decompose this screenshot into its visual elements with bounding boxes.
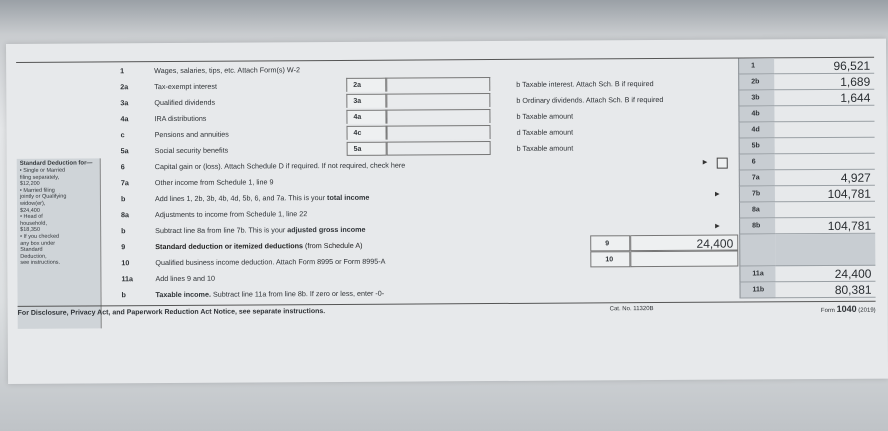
line-code: 4b [738,106,774,122]
form-label: Form [820,307,835,315]
capital-gain-checkbox[interactable] [717,158,728,169]
line-code: 11b [739,282,775,298]
arrow-right-icon: ▶ [714,191,720,198]
box-code: 9 [590,235,630,251]
box-code: 10 [590,251,630,267]
line-description [155,225,365,235]
line-description [155,193,369,203]
amount-field[interactable] [774,106,874,123]
sidebar-line: household, [20,220,48,227]
amount-field[interactable] [775,138,875,155]
sidebar-line: $18,350 [20,227,41,234]
line-number: b [121,290,126,300]
amount-field[interactable] [774,122,874,139]
line-description: Adjustments to income from Schedule 1, line 22 [155,209,308,220]
box-code: 4a [346,110,386,124]
line-description-text: Add lines 1, 2b, 3b, 4b, 4d, 5b, 6, and 7a. This is your [154,193,326,204]
sidebar-line: any box under [20,240,56,247]
line-code: 1 [738,58,774,74]
amount-field[interactable] [630,251,738,268]
line-code: 3b [738,90,774,106]
amount-field[interactable]: 1,689 [774,74,874,91]
sidebar-line: $12,200 [19,180,40,188]
line-description-b: b Taxable interest. Attach Sch. B if required [516,79,654,89]
line-code: 7b [739,186,775,202]
line-number: 11a [121,274,134,284]
line-code: 5b [739,138,775,154]
box-code: 3a [346,94,386,108]
sidebar-line: Standard [20,246,43,254]
line-description-b: b Taxable amount [516,111,574,121]
line-code: 8b [739,218,775,234]
catalog-number: Cat. No. 11320B [609,306,654,313]
amount-field[interactable] [387,125,491,140]
box-code: 5a [347,142,387,156]
arrow-right-icon: ▶ [702,159,708,166]
line-description-text: Subtract line 8a from line 7b. This is your [155,225,286,236]
line-number: c [120,130,125,140]
amount-field[interactable] [387,141,491,156]
line-description-bold: total income [327,192,370,203]
amount-field[interactable] [775,202,875,219]
line-description: Add lines 9 and 10 [155,273,216,284]
line-number: 2a [120,82,129,92]
line-description-b: b Ordinary dividends. Attach Sch. B if required [516,94,664,105]
line-code: 2b [738,74,774,90]
sidebar-line: • If you checked [20,233,60,240]
line-description: Capital gain or (loss). Attach Schedule D if required. If not required, check here [154,160,406,172]
privacy-notice: For Disclosure, Privacy Act, and Paperwork Reduction Act Notice, see separate instructions. [17,308,326,317]
line-description-bold: Taxable income. [155,289,211,300]
amount-field[interactable]: 1,644 [774,90,874,107]
line-description: Tax-exempt interest [154,81,218,92]
line-number: 3a [120,98,129,108]
line-code: 4d [738,122,774,138]
form-number: 1040 [836,303,857,314]
line-description-text: Standard deduction or itemized deductions [155,241,304,252]
amount-field[interactable] [386,77,490,92]
line-code: 7a [739,170,775,186]
sidebar-line: see instructions. [20,259,61,267]
amount-field[interactable]: 96,521 [774,58,874,75]
line-number: 5a [120,146,129,156]
line-number: 1 [120,66,125,76]
income-section [16,57,876,368]
line-description: Wages, salaries, tips, etc. Attach Form(s) W-2 [154,65,300,76]
line-code: 8a [739,202,775,218]
line-number: 7a [120,178,129,188]
amount-field[interactable]: 80,381 [775,282,875,299]
sidebar-line: • Head of [20,213,43,221]
line-description-bold: adjusted gross income [287,224,366,235]
sidebar-line: • Single or Married [19,167,66,174]
line-number: 9 [121,242,126,252]
line-description [156,289,385,299]
sidebar-line: Deduction, [20,253,47,260]
box-code: 2a [346,78,386,92]
amount-field[interactable] [775,154,875,171]
line-description-b: b Taxable amount [516,143,574,153]
sidebar-line: widow(er), [19,200,46,207]
line-description: Other income from Schedule 1, line 9 [154,177,274,188]
line-description: Qualified dividends [154,97,216,108]
line-number: 10 [121,258,130,268]
line-description-note: (from Schedule A) [304,240,363,251]
sidebar-title: Standard Deduction for— [19,160,93,167]
arrow-right-icon: ▶ [715,223,720,230]
line-number: 8a [121,210,130,220]
line-description: Pensions and annuities [154,129,229,140]
amount-field[interactable] [386,93,490,108]
form-year: (2019) [858,307,876,314]
line-number: b [121,226,126,236]
box-code: 4c [347,126,387,140]
line-description-b: d Taxable amount [516,127,574,137]
line-number: 6 [120,162,125,172]
sidebar-line: jointly or Qualifying [19,194,67,201]
line-description: Qualified business income deduction. Attach Form 8995 or Form 8995-A [155,256,386,268]
form-identifier [821,304,876,314]
sidebar-line: $24,400 [19,207,40,214]
line-description-text: Subtract line 11a from line 8b. If zero or less, enter -0- [212,288,385,299]
line-description: Social security benefits [154,145,229,156]
line-code: 11a [739,266,775,282]
line-code: 6 [739,154,775,170]
line-number: b [120,194,126,204]
sidebar-line: • Married filing [19,187,55,194]
line-description: IRA distributions [154,113,207,124]
amount-field[interactable]: 104,781 [775,186,875,203]
sidebar-line: filing separately, [19,174,60,181]
amount-field[interactable]: 4,927 [775,170,875,187]
line-description [155,241,362,251]
amount-field[interactable]: 24,400 [630,235,738,252]
amount-field[interactable]: 24,400 [775,266,875,283]
amount-field[interactable] [386,109,490,124]
amount-field[interactable]: 104,781 [775,218,875,235]
line-number: 4a [120,114,129,124]
form-1040-page [6,39,888,384]
